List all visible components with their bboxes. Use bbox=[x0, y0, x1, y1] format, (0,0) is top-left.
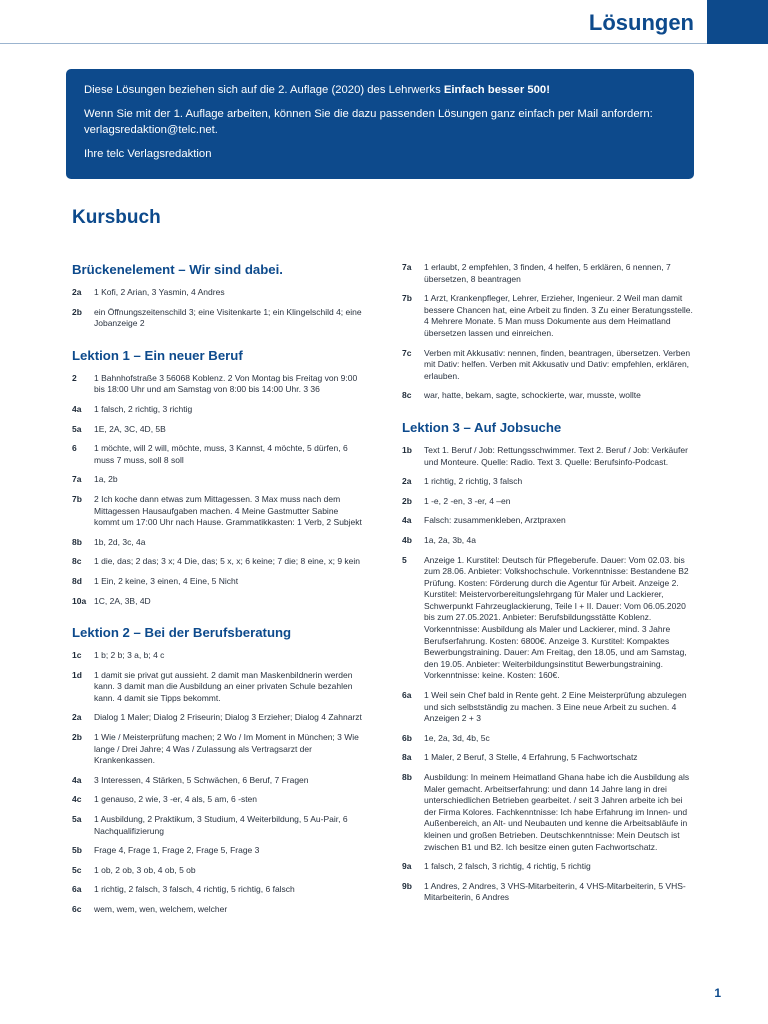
answer-row bbox=[72, 474, 364, 486]
exercise-number: 2 bbox=[72, 372, 77, 383]
exercise-number: 5b bbox=[72, 845, 82, 856]
exercise-number: 4a bbox=[72, 403, 82, 414]
answer-row bbox=[402, 496, 694, 508]
answer-text: 1 richtig, 2 richtig, 3 falsch bbox=[424, 476, 523, 487]
answer-text: Ausbildung: In meinem Heimatland Ghana habe ich die Ausbildung als Maler gemacht. Arbeitserfahrung: und dann 14 Jahre lang in drei unterschiedlichen Betrieben gearbeitet. / seit 3 Jahren arbeite ich bei der Firma Kolores. Fachkenntnisse: Ich habe Erfahrung im Innen- und Außenbereich, an Alt- und Neubauten und kenne die Arbeitsabläufe in kleinen und großen Betrieben. Deutschkenntnisse: Mein Deutsch ist zwischen B1 und B2. Ich besitze einen guten Fachwortschatz. bbox=[424, 772, 690, 852]
answer-row bbox=[72, 845, 364, 857]
answer-text: 1 Maler, 2 Beruf, 3 Stelle, 4 Erfahrung, 5 Fachwortschatz bbox=[424, 752, 638, 763]
answer-text: wem, wem, wen, welchem, welcher bbox=[94, 904, 228, 914]
answer-row bbox=[72, 904, 364, 916]
answer-row bbox=[402, 861, 694, 873]
exercise-number: 2a bbox=[402, 476, 412, 487]
info-line-1 bbox=[84, 82, 676, 98]
answer-text: 1 möchte, will 2 will, möchte, muss, 3 Kannst, 4 möchte, 5 dürfen, 6 muss 7 muss, soll 8 soll bbox=[94, 443, 348, 465]
answer-row bbox=[402, 348, 694, 383]
answer-row bbox=[402, 535, 694, 547]
answer-text: war, hatte, bekam, sagte, schockierte, war, musste, wollte bbox=[424, 390, 641, 401]
exercise-number: 4c bbox=[72, 794, 82, 805]
lesson-block bbox=[402, 262, 694, 402]
info-line-3: Ihre telc Verlagsredaktion bbox=[84, 148, 212, 160]
answer-row bbox=[72, 404, 364, 416]
answer-row bbox=[72, 814, 364, 837]
header-rule bbox=[0, 43, 707, 44]
answer-row bbox=[402, 772, 694, 853]
answer-text: Text 1. Beruf / Job: Rettungsschwimmer. Text 2. Beruf / Job: Verkäufer und Monteure. Quelle: Radio. Text 3. Quelle: Berufsinfo-Podcast. bbox=[424, 444, 688, 467]
exercise-number: 2a bbox=[72, 287, 82, 297]
answer-text: 1 Weil sein Chef bald in Rente geht. 2 Eine Meisterprüfung abzulegen und sich selbstständig zu machen. 3 Eine neue Arbeit zu suchen. 4 Anzeigen 2 + 3 bbox=[424, 690, 687, 724]
exercise-number: 7a bbox=[402, 262, 412, 272]
lesson-block bbox=[402, 420, 694, 904]
answer-row bbox=[402, 690, 694, 725]
exercise-number: 1b bbox=[402, 444, 412, 455]
exercise-number: 2b bbox=[72, 732, 82, 743]
answer-row bbox=[402, 262, 694, 285]
answer-text: 1 -e, 2 -en, 3 -er, 4 –en bbox=[424, 495, 511, 506]
answer-row bbox=[72, 775, 364, 787]
answer-text: 1 genauso, 2 wie, 3 -er, 4 als, 5 am, 6 -sten bbox=[94, 794, 258, 805]
exercise-number: 2b bbox=[72, 306, 82, 317]
answer-text: Falsch: zusammenkleben, Arztpraxen bbox=[424, 515, 566, 526]
answer-text: 1a, 2b bbox=[94, 474, 118, 485]
answer-text: Anzeige 1. Kurstitel: Deutsch für Pflegeberufe. Dauer: Vom 02.03. bis zum 28.06. Anbieter: Volkshochschule. Vorkenntnisse: Bestandene B2 Prüfung. Kosten: Förderung durch die Agentur für Arbeit. Anzeige 2. Kurstitel: Meistervorbereitungslehrgang für Maler und Lackierer, Schwerpunkt Fahrzeuglackierung, Teile I + II. Dauer: Vom 06.05.2020 bis zum 27.05.2021. Anbieter: Berufsbildungsstätte Koblenz. Vorkenntnisse: Ausbildung als Maler und Lackierer, mind. 3 Jahre Berufserfahrung. Kosten: 6800€. Anzeige 3. Kurstitel: Kompaktes Bewerbungstraining. Dauer: Am Freitag, den 18.05, und am Samstag, den 19.05. Anbieter: Weiterbildungsinstitut Bewerbungstraining. Vorkenntnisse: keine. Kosten: 160€. bbox=[424, 554, 689, 681]
lesson-heading: Brückenelement – Wir sind dabei. bbox=[72, 262, 283, 277]
info-box bbox=[66, 69, 694, 179]
exercise-number: 6c bbox=[72, 904, 82, 914]
info-line-2: Wenn Sie mit der 1. Auflage arbeiten, können Sie die dazu passenden Lösungen ganz einfach per Mail anfordern: verlagsredaktion@telc.net. bbox=[84, 108, 653, 136]
answer-row bbox=[72, 865, 364, 877]
answer-row bbox=[72, 884, 364, 896]
answer-text: 1 damit sie privat gut aussieht. 2 damit man Maskenbildnerin werden kann. 3 damit man die Ausbildung an einer privaten Schule bezahlen kann. 4 damit sie Tipps bekommt. bbox=[94, 669, 353, 703]
answer-text: 1 Andres, 2 Andres, 3 VHS-Mitarbeiterin, 4 VHS-Mitarbeiterin, 5 VHS-Mitarbeiterin, 6 Andres bbox=[424, 880, 686, 903]
answer-row bbox=[72, 307, 364, 330]
exercise-number: 4b bbox=[402, 534, 412, 545]
answer-text: 1 b; 2 b; 3 a, b; 4 c bbox=[94, 650, 165, 661]
answer-text: Verben mit Akkusativ: nennen, finden, beantragen, übersetzen. Verben mit Dativ: helfen. Verben mit Akkusativ und Dativ: empfehlen, erklären, erlauben. bbox=[424, 347, 691, 381]
answer-row bbox=[402, 752, 694, 764]
answer-row bbox=[402, 733, 694, 745]
answer-text: 1a, 2a, 3b, 4a bbox=[424, 534, 476, 545]
lesson-heading: Lektion 1 – Ein neuer Beruf bbox=[72, 347, 243, 363]
exercise-number: 10a bbox=[72, 595, 87, 606]
answer-row bbox=[72, 794, 364, 806]
exercise-number: 2b bbox=[402, 495, 412, 506]
answer-row bbox=[402, 555, 694, 683]
answer-row bbox=[402, 445, 694, 468]
exercise-number: 8c bbox=[402, 390, 412, 401]
answer-text: 1 Arzt, Krankenpfleger, Lehrer, Erzieher, Ingenieur. 2 Weil man damit bessere Chancen hat, eine Arbeit zu finden. 3 Zu einer Beratungsstelle. 4 Mehrere Monate. 5 Man muss Dokumente aus dem Heimatland übersetzen lassen und einreichen. bbox=[424, 293, 693, 338]
answer-row bbox=[402, 881, 694, 904]
exercise-number: 8c bbox=[72, 556, 82, 567]
answer-text: 1e, 2a, 3d, 4b, 5c bbox=[424, 732, 490, 743]
exercise-number: 6a bbox=[402, 690, 412, 701]
answer-row bbox=[72, 732, 364, 767]
page-number: 1 bbox=[714, 986, 721, 1000]
exercise-number: 1c bbox=[72, 650, 82, 661]
answer-row bbox=[402, 476, 694, 488]
answer-text: 1 Ausbildung, 2 Praktikum, 3 Studium, 4 Weiterbildung, 5 Au-Pair, 6 Nachqualifizierung bbox=[94, 814, 348, 836]
answer-text: 1 ob, 2 ob, 3 ob, 4 ob, 5 ob bbox=[94, 864, 196, 875]
answer-text: 1C, 2A, 3B, 4D bbox=[94, 595, 151, 606]
answer-row bbox=[72, 287, 364, 299]
answer-text: 1E, 2A, 3C, 4D, 5B bbox=[94, 423, 166, 434]
exercise-number: 8b bbox=[72, 536, 82, 547]
exercise-number: 9b bbox=[402, 880, 412, 891]
exercise-number: 4a bbox=[72, 774, 82, 785]
exercise-number: 7c bbox=[402, 347, 412, 358]
exercise-number: 1d bbox=[72, 669, 82, 680]
lesson-heading: Lektion 3 – Auf Jobsuche bbox=[402, 419, 562, 435]
exercise-number: 5a bbox=[72, 423, 82, 434]
answer-text: Frage 4, Frage 1, Frage 2, Frage 5, Frage 3 bbox=[94, 845, 260, 856]
answer-text: 1 erlaubt, 2 empfehlen, 3 finden, 4 helfen, 5 erklären, 6 nennen, 7 übersetzen, 8 beantragen bbox=[424, 262, 671, 284]
answer-row bbox=[72, 424, 364, 436]
answer-text: 1 die, das; 2 das; 3 x; 4 Die, das; 5 x, x; 6 keine; 7 die; 8 eine, x; 9 kein bbox=[94, 556, 361, 567]
answer-row bbox=[72, 670, 364, 705]
answer-text: 1b, 2d, 3c, 4a bbox=[94, 536, 146, 547]
answer-row bbox=[402, 390, 694, 402]
right-column bbox=[402, 262, 694, 912]
info-line-1-text: Diese Lösungen beziehen sich auf die 2. Auflage (2020) des Lehrwerks bbox=[84, 84, 444, 96]
exercise-number: 8a bbox=[402, 752, 412, 763]
answer-text: 1 Bahnhofstraße 3 56068 Koblenz. 2 Von Montag bis Freitag von 9:00 bis 18:00 Uhr und am Samstag von 8:00 bis 14:00 Uhr. 3 36 bbox=[94, 372, 358, 395]
exercise-number: 5c bbox=[72, 864, 82, 875]
answer-row bbox=[72, 556, 364, 568]
answer-text: Dialog 1 Maler; Dialog 2 Friseurin; Dialog 3 Erzieher; Dialog 4 Zahnarzt bbox=[94, 712, 362, 723]
exercise-number: 7b bbox=[402, 293, 412, 304]
answer-row bbox=[72, 443, 364, 466]
exercise-number: 8b bbox=[402, 772, 412, 782]
lesson-block bbox=[72, 348, 364, 607]
answer-text: 2 Ich koche dann etwas zum Mittagessen. 3 Max muss nach dem Mittagessen Hausaufgaben machen. 4 Meine Gastmutter Sabine kommt um 17:00 Uhr nach Hause. Grammatikkasten: 1 Verb, 2 Subjekt bbox=[94, 493, 362, 528]
answer-row bbox=[72, 712, 364, 724]
lesson-block bbox=[72, 625, 364, 916]
exercise-number: 6 bbox=[72, 443, 77, 454]
exercise-number: 7a bbox=[72, 474, 82, 485]
exercise-number: 6a bbox=[72, 884, 82, 895]
answer-row bbox=[72, 650, 364, 662]
lesson-heading: Lektion 2 – Bei der Berufsberatung bbox=[72, 625, 292, 641]
page-header-title: Lösungen bbox=[588, 10, 694, 35]
exercise-number: 5a bbox=[72, 814, 82, 825]
answer-text: 3 Interessen, 4 Stärken, 5 Schwächen, 6 Beruf, 7 Fragen bbox=[94, 774, 309, 785]
answer-row bbox=[402, 515, 694, 527]
section-title-kursbuch: Kursbuch bbox=[72, 207, 161, 228]
answer-row bbox=[72, 576, 364, 588]
answer-row bbox=[72, 494, 364, 529]
exercise-number: 2a bbox=[72, 712, 82, 723]
answer-text: 1 Wie / Meisterprüfung machen; 2 Wo / Im Moment in München; 3 Wie lange / Drei Jahre; 4 Was / Zulassung als Vertragsarzt der Krankenkassen. bbox=[94, 732, 359, 766]
answer-row bbox=[72, 596, 364, 608]
answer-text: 1 Kofi, 2 Arian, 3 Yasmin, 4 Andres bbox=[94, 287, 225, 297]
answer-row bbox=[72, 373, 364, 396]
answer-text: ein Öffnungszeitenschild 3; eine Visitenkarte 1; ein Klingelschild 4; eine Jobanzeige 2 bbox=[94, 306, 362, 329]
exercise-number: 9a bbox=[402, 861, 412, 872]
exercise-number: 4a bbox=[402, 515, 412, 526]
answer-text: 1 richtig, 2 falsch, 3 falsch, 4 richtig, 5 richtig, 6 falsch bbox=[94, 884, 295, 895]
answer-row bbox=[402, 293, 694, 339]
answer-text: 1 falsch, 2 falsch, 3 richtig, 4 richtig, 5 richtig bbox=[424, 861, 591, 872]
header-tab bbox=[707, 0, 768, 44]
left-column bbox=[72, 262, 364, 924]
answer-text: 1 falsch, 2 richtig, 3 richtig bbox=[94, 403, 193, 414]
exercise-number: 8d bbox=[72, 575, 82, 586]
answer-row bbox=[72, 537, 364, 549]
lesson-block bbox=[72, 262, 364, 330]
exercise-number: 5 bbox=[402, 554, 407, 565]
answer-text: 1 Ein, 2 keine, 3 einen, 4 Eine, 5 Nicht bbox=[94, 575, 239, 586]
exercise-number: 6b bbox=[402, 732, 412, 743]
info-book-title: Einfach besser 500! bbox=[443, 84, 550, 96]
exercise-number: 7b bbox=[72, 493, 82, 504]
